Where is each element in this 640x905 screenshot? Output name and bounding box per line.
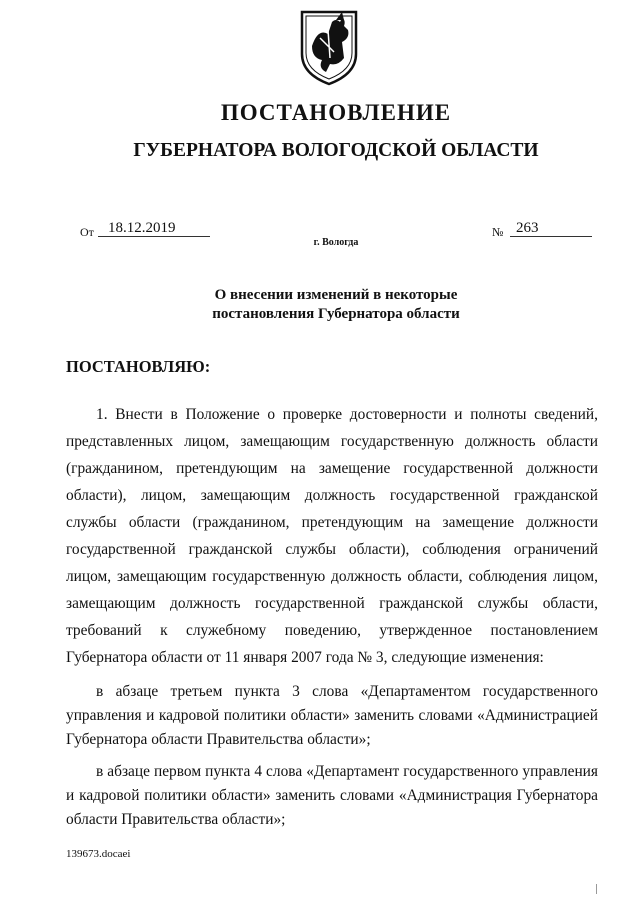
body-paragraph: 1. Внести в Положение о проверке достоверности и полноты сведений, представленных лицом, замещающим государственную должность области (гражданином, претендующим на замещение государственной должности области), лицом, замещающим должность государственной гражданской службы области (гражданином, претендующим на замещение должности государственной гражданской службы области), соблюдения ограничений лицом, замещающим государственную должность области, соблюдения лицом, замещающим должность государственной гражданской службы области, требований к служебному поведению, утвержденное постановлением Губернатора области от 11 января 2007 года № 3, следующие изменения: — [66, 406, 598, 666]
document-date: 18.12.2019 — [108, 220, 176, 236]
number-label: № — [492, 225, 504, 239]
issuer-title: ГУБЕРНАТОРА ВОЛОГОДСКОЙ ОБЛАСТИ — [133, 140, 539, 161]
scan-mark — [596, 884, 597, 894]
coat-of-arms-icon — [298, 8, 360, 86]
city-label: г. Вологда — [313, 237, 359, 248]
document-type-title: ПОСТАНОВЛЕНИЕ — [220, 100, 452, 125]
document-number: 263 — [516, 220, 539, 236]
body-paragraph: в абзаце первом пункта 4 слова «Департамент государственного управления и кадровой политики области» заменить словами «Администрация Губернатора области Правительства области»; — [66, 763, 598, 828]
date-label: От — [80, 225, 94, 239]
body-paragraph: в абзаце третьем пункта 3 слова «Департаментом государственного управления и кадровой политики области» заменить словами «Администрацией Губернатора области Правительства области»; — [66, 683, 598, 748]
file-code: 139673.docaei — [66, 848, 131, 860]
subject-line-1: О внесении изменений в некоторые — [214, 287, 458, 303]
document-body — [66, 401, 598, 832]
document-subject — [0, 286, 640, 324]
decree-heading: ПОСТАНОВЛЯЮ: — [66, 357, 211, 376]
subject-line-2: постановления Губернатора области — [212, 306, 460, 322]
